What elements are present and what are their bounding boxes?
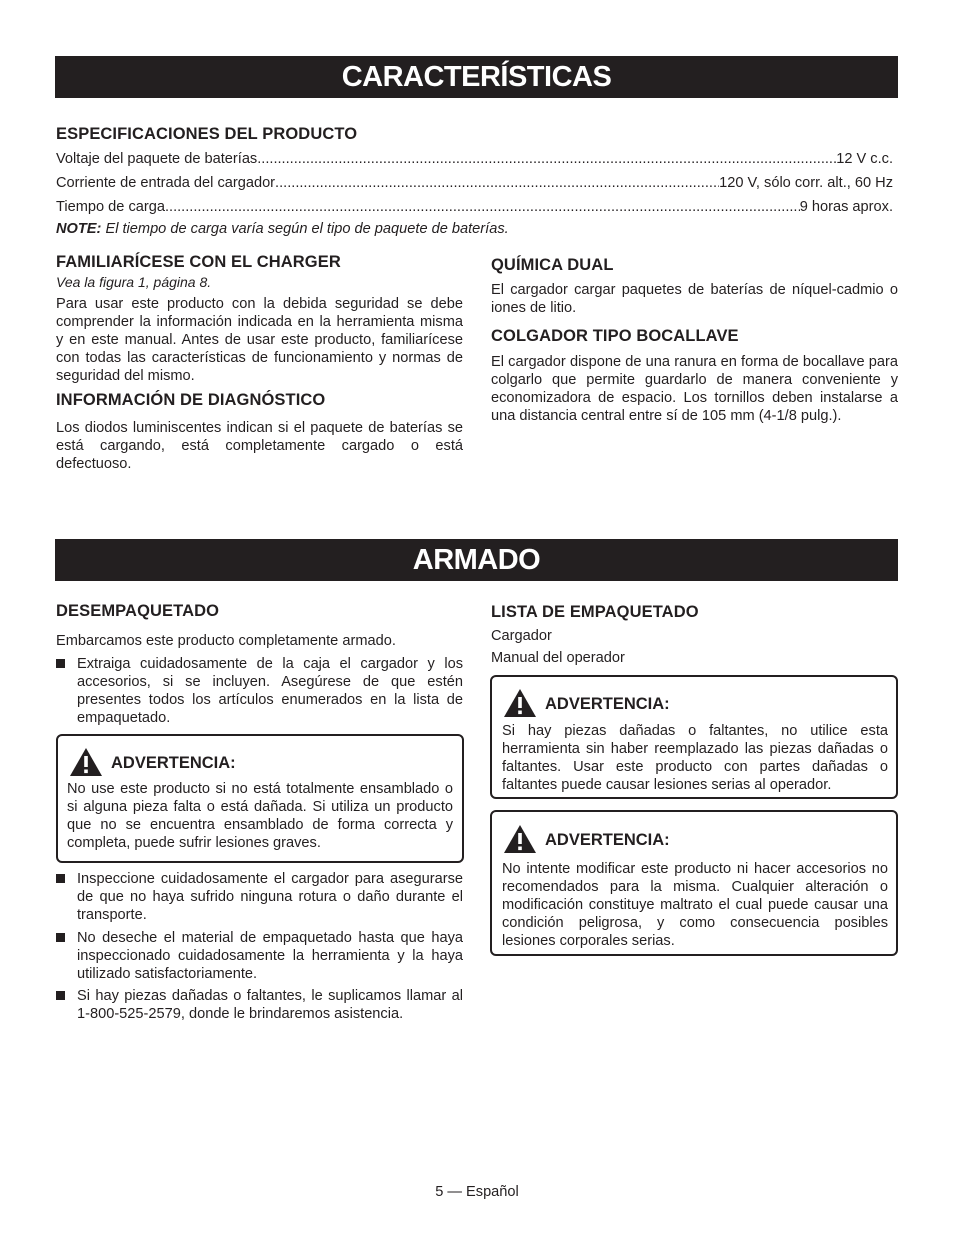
note-label: NOTE: bbox=[56, 221, 102, 237]
warning-title: ADVERTENCIA: bbox=[545, 695, 670, 713]
diagnostico-heading: INFORMACIÓN DE DIAGNÓSTICO bbox=[56, 391, 326, 409]
spec-label: Corriente de entrada del cargador bbox=[56, 175, 276, 191]
warning-text: No use este producto si no está totalmente ensamblado o si alguna pieza falta o está dañada. Si utiliza un producto que no se encuentra ensamblado de forma correcta y completa, puede sufrir lesiones graves. bbox=[67, 781, 453, 851]
leader-dots bbox=[275, 174, 719, 192]
warning-box bbox=[56, 734, 464, 863]
quimica-heading: QUÍMICA DUAL bbox=[491, 256, 614, 274]
section-banner-caracteristicas: CARACTERÍSTICAS bbox=[55, 56, 898, 98]
warning-triangle-icon bbox=[503, 688, 537, 718]
colgador-text: El cargador dispone de una ranura en forma de bocallave para colgarlo que permite guardarlo de manera conveniente y economizadora de espacio. Los tornillos deben instalarse a una distancia central entre sí de 105 mm (4-1/8 pulg.). bbox=[491, 354, 898, 424]
page-number: 5 — Español bbox=[435, 1184, 519, 1200]
bullet-text: Inspeccione cuidadosamente el cargador para asegurarse de que no haya sufrido ninguna rotura o daño durante el transporte. bbox=[77, 871, 463, 923]
quimica-text: El cargador cargar paquetes de baterías de níquel-cadmio o iones de litio. bbox=[491, 282, 898, 316]
leader-dots bbox=[165, 198, 800, 216]
spec-row-voltage bbox=[56, 150, 893, 168]
warning-box bbox=[490, 810, 898, 956]
desempaquetado-heading: DESEMPAQUETADO bbox=[56, 602, 220, 620]
list-item bbox=[77, 870, 463, 924]
familiarice-heading: FAMILIARÍCESE CON EL CHARGER bbox=[56, 253, 341, 271]
spec-value: 9 horas aprox. bbox=[799, 199, 893, 215]
bullet-text: Extraiga cuidadosamente de la caja el cargador y los accesorios, si se incluyen. Asegúrese de que estén presentes todos los artículos enumerados en la lista de empaquetado. bbox=[77, 656, 463, 726]
bullet-square-icon bbox=[56, 874, 65, 883]
specs-heading: ESPECIFICACIONES DEL PRODUCTO bbox=[56, 125, 358, 143]
warning-text: No intente modificar este producto ni hacer accesorios no recomendados para la misma. Cualquier alteración o modificación constituye maltrato el cual puede causar una condición peligrosa, y como consecuencia posibles lesiones corporales serias. bbox=[502, 861, 888, 949]
spec-label: Tiempo de carga bbox=[56, 199, 165, 215]
lista-heading: LISTA DE EMPAQUETADO bbox=[491, 603, 699, 621]
bullet-text: No deseche el material de empaquetado hasta que haya inspeccionado cuidadosamente la herramienta y la haya utilizado satisfactoriamente. bbox=[77, 930, 463, 982]
diagnostico-text: Los diodos luminiscentes indican si el paquete de baterías se está cargando, está completamente cargado o está defectuoso. bbox=[56, 420, 463, 472]
warning-title: ADVERTENCIA: bbox=[111, 754, 236, 772]
list-item bbox=[77, 987, 463, 1023]
spec-value: 12 V c.c. bbox=[836, 151, 893, 167]
spec-row-current bbox=[56, 174, 893, 192]
note-text: El tiempo de carga varía según el tipo de paquete de baterías. bbox=[105, 221, 509, 237]
bullet-square-icon bbox=[56, 659, 65, 668]
specs-note bbox=[56, 220, 509, 238]
bullet-text: Si hay piezas dañadas o faltantes, le suplicamos llamar al 1-800-525-2579, donde le brindaremos asistencia. bbox=[77, 988, 463, 1022]
lista-item-cargador: Cargador bbox=[491, 628, 552, 644]
warning-box bbox=[490, 675, 898, 799]
list-item bbox=[77, 655, 463, 727]
warning-triangle-icon bbox=[503, 824, 537, 854]
warning-title: ADVERTENCIA: bbox=[545, 831, 670, 849]
warning-triangle-icon bbox=[69, 747, 103, 777]
section-banner-armado: ARMADO bbox=[55, 539, 898, 581]
bullet-square-icon bbox=[56, 991, 65, 1000]
colgador-heading: COLGADOR TIPO BOCALLAVE bbox=[491, 327, 739, 345]
spec-value: 120 V, sólo corr. alt., 60 Hz bbox=[719, 175, 893, 191]
list-item bbox=[77, 929, 463, 983]
warning-text: Si hay piezas dañadas o faltantes, no utilice esta herramienta sin haber reemplazado las piezas dañadas o faltantes. Usar este producto con partes dañadas o faltantes puede causar lesiones serias al operador. bbox=[502, 723, 888, 793]
leader-dots bbox=[257, 150, 836, 168]
bullet-square-icon bbox=[56, 933, 65, 942]
spec-row-charge-time bbox=[56, 198, 893, 216]
familiarice-ref: Vea la figura 1, página 8. bbox=[56, 274, 212, 290]
spec-label: Voltaje del paquete de baterías bbox=[56, 151, 258, 167]
lista-item-manual: Manual del operador bbox=[491, 650, 625, 666]
familiarice-text: Para usar este producto con la debida seguridad se debe comprender la información indicada en la herramienta misma y en este manual. Antes de usar este producto, familiarícese con todas las características de funcionamiento y normas de seguridad del mismo. bbox=[56, 296, 463, 384]
desempaquetado-intro: Embarcamos este producto completamente armado. bbox=[56, 633, 396, 649]
